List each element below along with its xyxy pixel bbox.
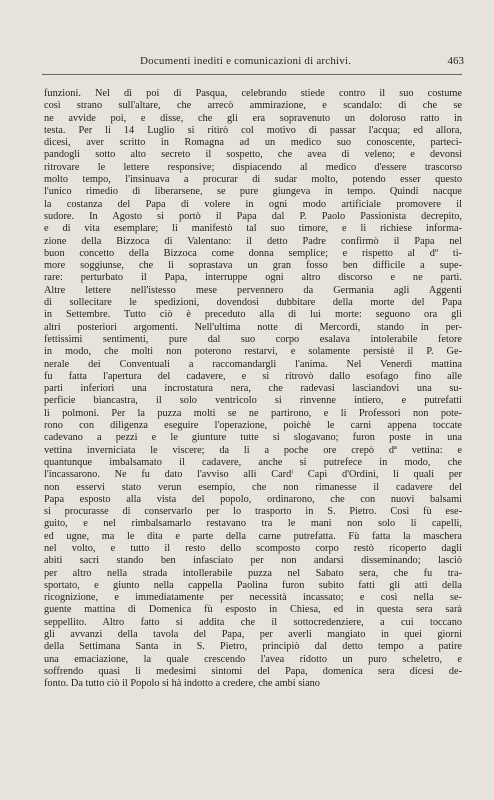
text-line: altri posteriori argomenti. Nell'ultima notte di Mercordì, stando in per- [44, 321, 462, 333]
text-line: vettina inverniciata le viscere; da li a poche ore crepò dª vettina: e [44, 444, 462, 456]
text-line: in modo, che molti non poterono restarvi, e solamente persistè il P. Ge- [44, 346, 462, 358]
text-line: abiti sacri stando ben infasciato per non andarsi disseminando; lasciò [44, 555, 462, 567]
text-line: ne avvide poi, e disse, che gli era sopravenuto un doloroso ratto in [44, 112, 462, 124]
text-line: parti inferiori una incrostatura nera, che radevasi lasciandovi una su- [44, 383, 462, 395]
header-rule [42, 74, 462, 75]
text-line: guente mattina di Domenica fù esposto in Chiesa, ed in questa sera sarà [44, 604, 462, 616]
text-line: l'unico rimedio di liberarsene, se pure giungeva in tempo. Quindi nacque [44, 186, 462, 198]
text-line: Papa esposto alla vista del popolo, ordinarono, che con nuovi balsami [44, 493, 462, 505]
text-line: sudore. In Agosto si portò il Papa dal P. Paolo Passionista decrepito, [44, 210, 462, 222]
text-line: di sollecitare le spedizioni, dovendosi dubbitare della morte del Papa [44, 297, 462, 309]
text-line: testa. Per li 14 Luglio si ritirò col motivo di passar l'acqua; ed allora, [44, 124, 462, 136]
text-line: cadevano a pezzi e le giunture tutte si slogavano; furon poste in una [44, 432, 462, 444]
text-line: buon concetto della Bizzoca come donna semplice; e rispetto al dº ti- [44, 247, 462, 259]
text-line: molto tempo, l'insinuava a procurar di sudar molto, potendo esser questo [44, 174, 462, 186]
text-line: nerale dei Conventuali a raccomandargli l'anima. Nel Venerdì mattina [44, 358, 462, 370]
text-line: fu fatta l'apertura del cadavere, e si ritrovò dallo esofago fino alle [44, 370, 462, 382]
text-line: in Settembre. Tutto ciò è preceduto alla di lui morte: seguono ora gli [44, 309, 462, 321]
text-line: l'incassarono. Ne fu dato l'avviso alli Cardⁱ Capi d'Ordini, li quali per [44, 469, 462, 481]
text-line: rono con diligenza eseguire l'operazione, poichè le carni appena toccate [44, 420, 462, 432]
text-line: della Settimana Santa in S. Pietro, principiò dal detto tempo a patire [44, 641, 462, 653]
text-line: sportato, e giunto nella cappella Paolina furon subito fatti gli atti della [44, 579, 462, 591]
text-line: rare: perturbato il Papa, interruppe ogni altro discorso e ne partì. [44, 272, 462, 284]
text-line: ricognizione, e immediatamente per necessità incassato; e così nella se- [44, 592, 462, 604]
text-line: zione della Bizzoca di Valentano: il detto Padre confirmò il Papa nel [44, 235, 462, 247]
text-line: ed ugne, ma le dita e parte della carne putrefatta. Fù fatta la maschera [44, 530, 462, 542]
text-line: more soggiunse, che li soprastava un gran fosso ben difficile a supe- [44, 260, 462, 272]
text-line: guito, e nel rimbalsamarlo restavano tra le mani non solo li capelli, [44, 518, 462, 530]
text-line: per altro nella strada intollerabile puzza nel Sabato sera, che fu tra- [44, 567, 462, 579]
text-line: così strano sull'altare, che arrecò ammirazione, e scandalo: di che se [44, 100, 462, 112]
text-line: Altre lettere nell'istesso mese pervennero da Germania agli Aggenti [44, 284, 462, 296]
running-title: Documenti inediti e comunicazioni di archivi. [140, 55, 352, 67]
page-number: 463 [447, 55, 464, 67]
text-line: pandogli sotto alto secreto il sospetto, che avea di veleno; e devonsi [44, 149, 462, 161]
text-line: la costanza del Papa di volere in ogni modo artificiale promovere il [44, 198, 462, 210]
text-line: nel volto, e tutto il resto dello scomposto corpo restò ricoperto dagli [44, 542, 462, 554]
text-line: soffrendo quasi li medesimi sintomi del Papa, domenica sera dicesi de- [44, 665, 462, 677]
text-line: li polmoni. Per la puzza molti se ne partirono, e li Professori non pote- [44, 407, 462, 419]
text-line: non esservi stato verun esempio, che non rimanesse il cadavere del [44, 481, 462, 493]
text-line: si procurasse di conservarlo per lo trasporto in S. Pietro. Così fù ese- [44, 506, 462, 518]
text-line: perficie biancastra, il solo ventricolo si rinvenne intiero, e putrefatti [44, 395, 462, 407]
text-line: funzioni. Nel dì poi di Pasqua, celebrando stiede contro il suo costume [44, 88, 462, 99]
text-line: fonto. Da tutto ciò il Popolo si hà indotto a credere, che ambi siano [44, 678, 320, 690]
text-line: e di vita esemplare; li manifestò tal suo timore, e li richiese informa- [44, 223, 462, 235]
text-line: ritrovare le lettere responsive; dispiacendo al medico d'essere trascorso [44, 161, 462, 173]
text-line: gli avvanzi della tavola del Papa, per averli mangiato in quei giorni [44, 629, 462, 641]
text-line: una emaciazione, la quale crescendo l'avea ridotto un puro scheletro, e [44, 653, 462, 665]
text-line: fettissimi sentimenti, pure dal suo corpo esalava intolerabile fetore [44, 333, 462, 345]
text-line: seppellito. Altro fatto si addita che il sottocredenziere, a cui toccano [44, 616, 462, 628]
text-line: quantunque imbalsamato il cadavere, anche si putrefece in modo, che [44, 456, 462, 468]
body-text [44, 88, 462, 691]
text-line: dicesi, aver scritto in Romagna ad un medico suo conoscente, parteci- [44, 137, 462, 149]
page-header [44, 55, 464, 71]
